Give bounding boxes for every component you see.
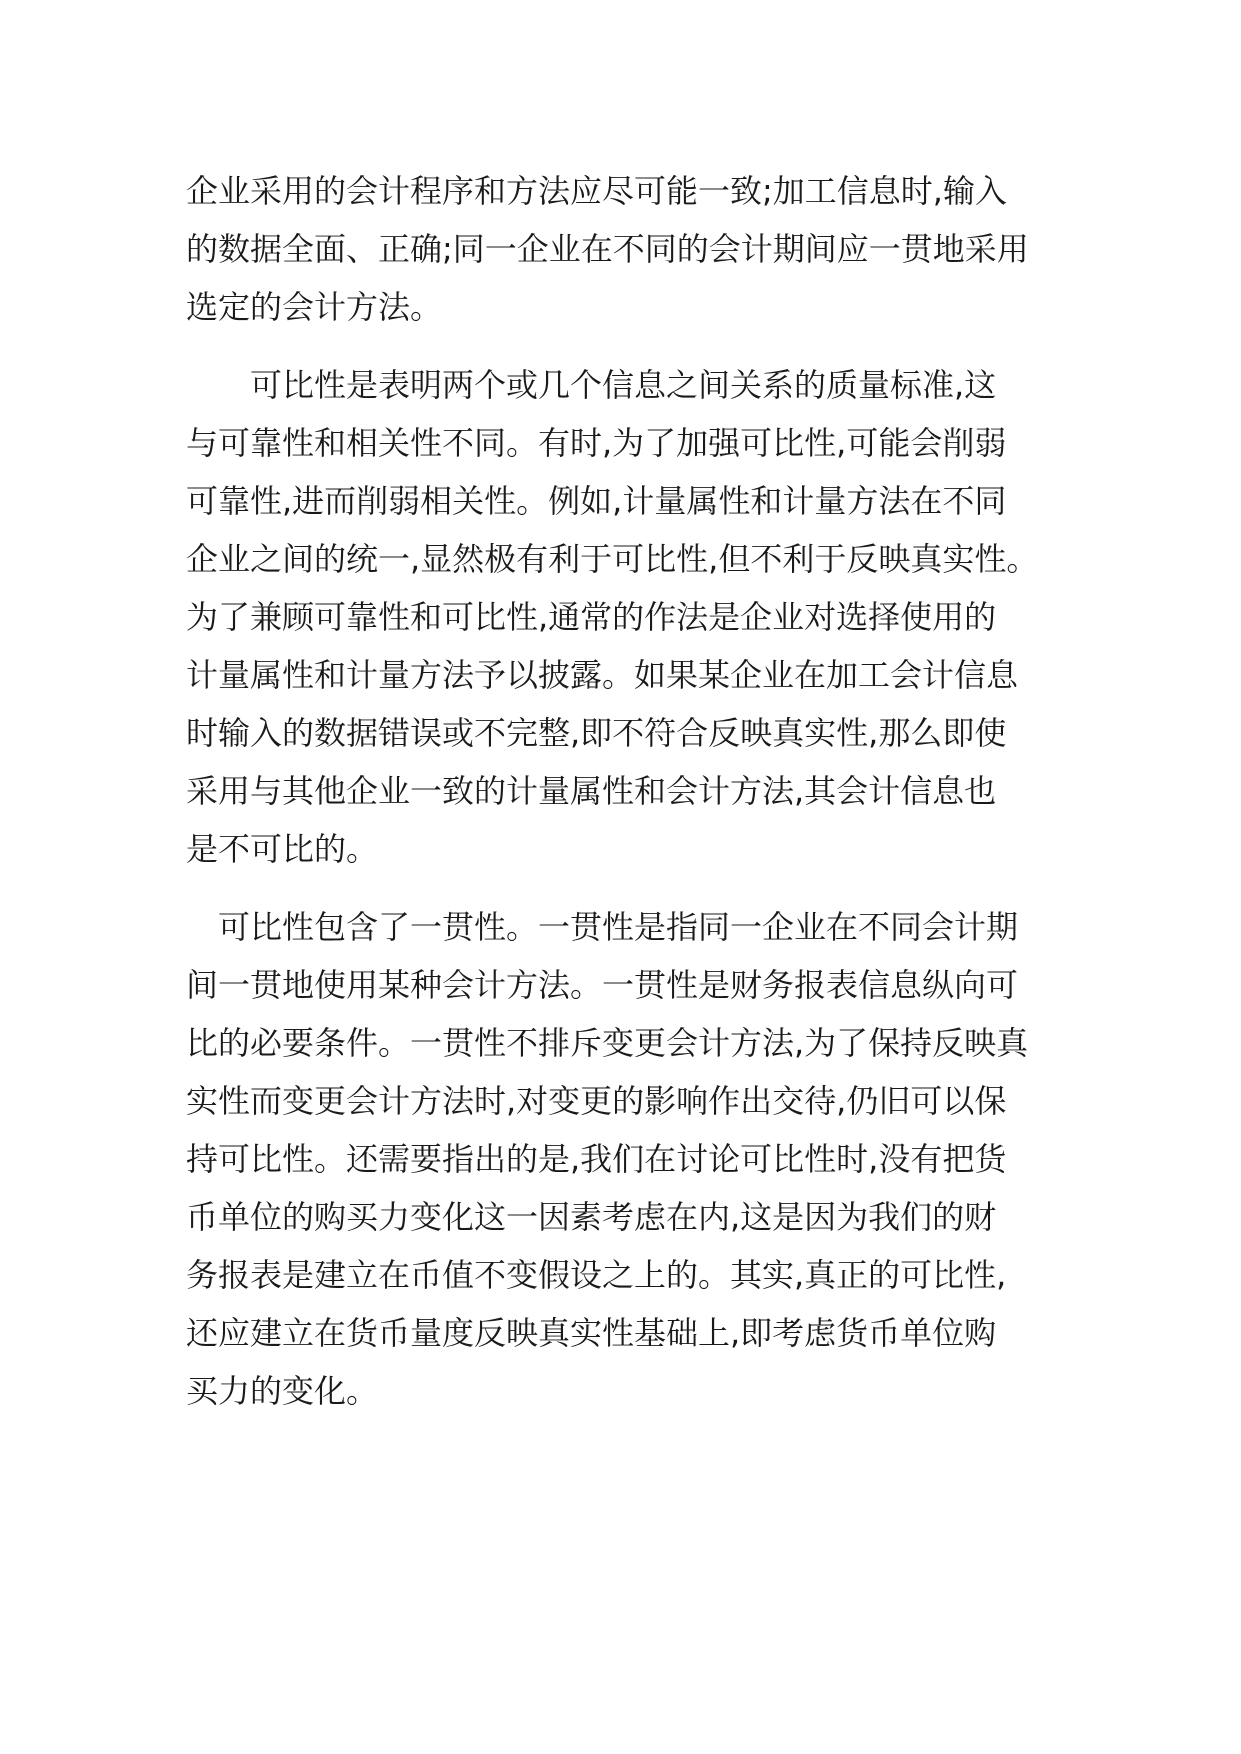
text-line: 务报表是建立在币值不变假设之上的。其实,真正的可比性, — [186, 1256, 1007, 1294]
text-line: 还应建立在货币量度反映真实性基础上,即考虑货币单位购 — [186, 1314, 997, 1352]
text-line: 采用与其他企业一致的计量属性和会计方法,其会计信息也 — [186, 772, 997, 810]
text-line: 买力的变化。 — [186, 1372, 379, 1410]
paragraph-2 — [186, 356, 1066, 878]
document-body — [186, 162, 1066, 1420]
text-line: 的数据全面、正确;同一企业在不同的会计期间应一贯地采用 — [186, 230, 1029, 268]
text-line: 可比性包含了一贯性。一贯性是指同一企业在不同会计期 — [186, 908, 1019, 946]
text-line: 选定的会计方法。 — [186, 288, 443, 326]
text-line: 时输入的数据错误或不完整,即不符合反映真实性,那么即使 — [186, 714, 1007, 752]
text-line: 间一贯地使用某种会计方法。一贯性是财务报表信息纵向可 — [186, 966, 1019, 1004]
text-line: 企业采用的会计程序和方法应尽可能一致;加工信息时,输入 — [186, 172, 1007, 210]
text-line: 实性而变更会计方法时,对变更的影响作出交待,仍旧可以保 — [186, 1082, 1007, 1120]
paragraph-3 — [186, 898, 1066, 1420]
text-line: 币单位的购买力变化这一因素考虑在内,这是因为我们的财 — [186, 1198, 997, 1236]
text-line: 可靠性,进而削弱相关性。例如,计量属性和计量方法在不同 — [186, 482, 1007, 520]
text-line: 是不可比的。 — [186, 830, 379, 868]
text-line: 与可靠性和相关性不同。有时,为了加强可比性,可能会削弱 — [186, 424, 1007, 462]
text-line: 为了兼顾可靠性和可比性,通常的作法是企业对选择使用的 — [186, 598, 997, 636]
text-line: 持可比性。还需要指出的是,我们在讨论可比性时,没有把货 — [186, 1140, 1007, 1178]
text-line: 企业之间的统一,显然极有利于可比性,但不利于反映真实性。 — [186, 540, 1039, 578]
paragraph-1 — [186, 162, 1066, 336]
text-line: 比的必要条件。一贯性不排斥变更会计方法,为了保持反映真 — [186, 1024, 1029, 1062]
text-line: 可比性是表明两个或几个信息之间关系的质量标准,这 — [186, 366, 997, 404]
text-line: 计量属性和计量方法予以披露。如果某企业在加工会计信息 — [186, 656, 1019, 694]
